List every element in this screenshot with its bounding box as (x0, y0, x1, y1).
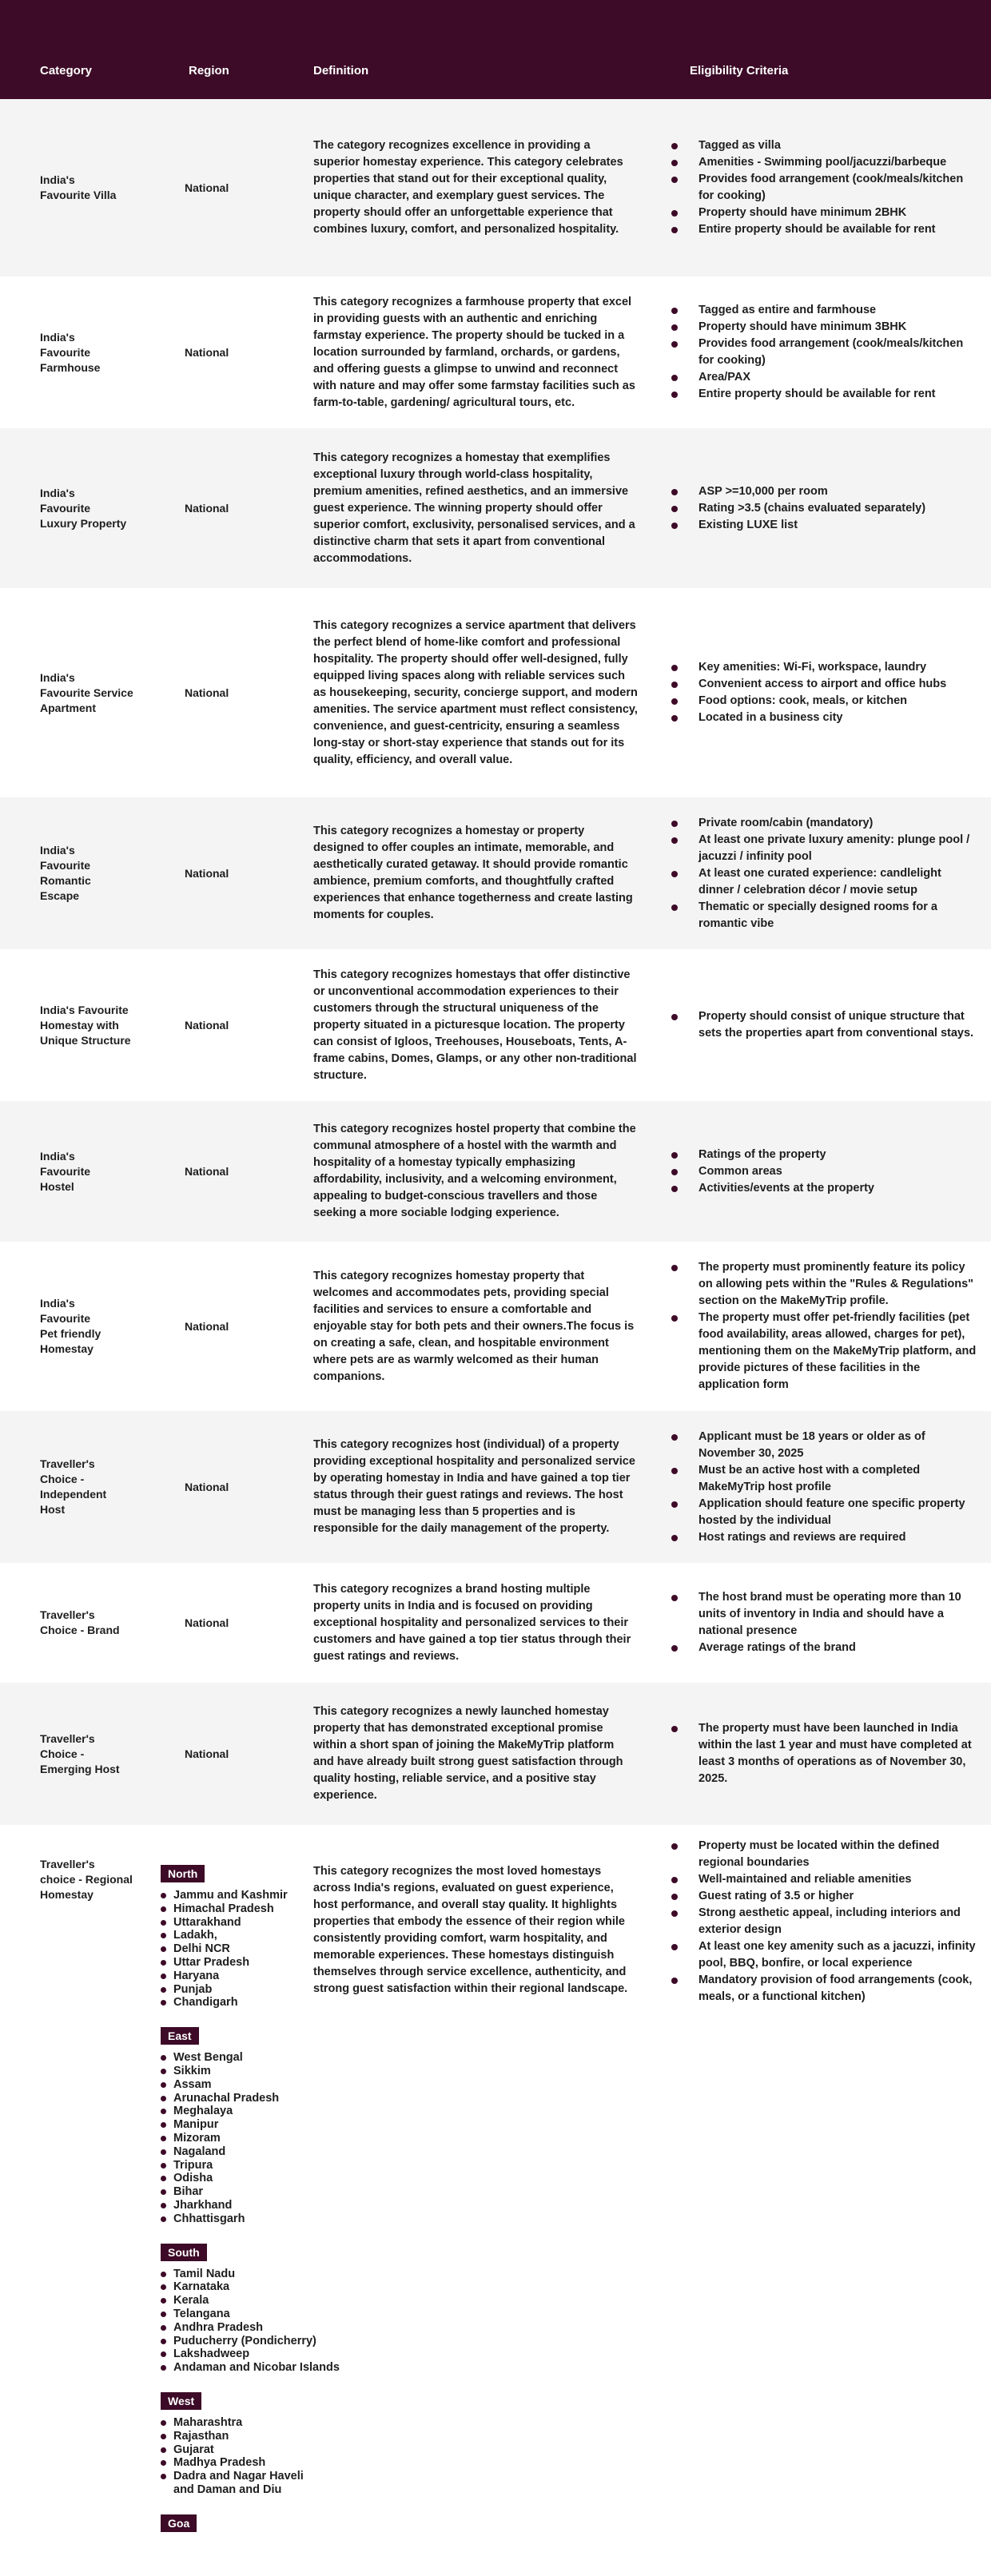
criteria-item: Must be an active host with a completed MakeMyTrip host profile (671, 1462, 980, 1496)
table-row (0, 276, 991, 428)
table-header (0, 0, 991, 99)
region-state: Uttar Pradesh (161, 1956, 340, 1970)
row-region: National (185, 1616, 229, 1629)
region-state: Gujarat (161, 2443, 340, 2457)
region-state: Delhi NCR (161, 1942, 340, 1956)
criteria-list (671, 302, 980, 403)
criteria-item: Provides food arrangement (cook/meals/kitchen for cooking) (671, 171, 980, 205)
region-state: Haryana (161, 1970, 340, 1983)
row-criteria (649, 815, 991, 932)
row-definition: This category recognizes hostel property that combine the communal atmosphere of a hostel with the warmth and hospitality of a homestay typically emphasizing affordability, inclusivity, and a welcoming environment, appealing to budget-conscious travellers and those seeking a more sociable lodging experience. (313, 1123, 636, 1219)
region-state: Maharashtra (161, 2416, 340, 2430)
criteria-list (671, 1429, 980, 1546)
region-badge: East (161, 2027, 199, 2045)
criteria-item: Common areas (671, 1163, 980, 1180)
criteria-item: Activities/events at the property (671, 1180, 980, 1197)
criteria-item: Mandatory provision of food arrangements (cook, meals, or a functional kitchen) (671, 1972, 980, 2006)
row-category: India's Favourite Homestay with Unique Structure (40, 1003, 131, 1047)
table-body (0, 99, 991, 1825)
region-state: Kerala (161, 2294, 340, 2308)
row-category: Traveller's Choice - Independent Host (40, 1457, 107, 1516)
row-category: Traveller's choice - Regional Homestay (40, 1858, 133, 1901)
row-criteria (649, 1147, 991, 1197)
row-region: National (185, 346, 229, 359)
criteria-item: Convenient access to airport and office hubs (671, 676, 980, 693)
criteria-list (671, 1589, 980, 1656)
region-state: Chandigarh (161, 1996, 340, 2010)
row-region: National (185, 502, 229, 515)
criteria-item: Property should have minimum 3BHK (671, 319, 980, 336)
region-state: West Bengal (161, 2051, 340, 2065)
criteria-item: Host ratings and reviews are required (671, 1529, 980, 1546)
region-state: Manipur (161, 2118, 340, 2132)
criteria-list (671, 1147, 980, 1197)
row-criteria (649, 1008, 991, 1042)
criteria-item: Property must be located within the defined regional boundaries (671, 1838, 980, 1871)
criteria-item: Provides food arrangement (cook/meals/kitchen for cooking) (671, 336, 980, 369)
row-category: India's Favourite Hostel (40, 1149, 91, 1193)
criteria-item: Property should consist of unique structure that sets the properties apart from conventional stays. (671, 1008, 980, 1042)
criteria-item: Key amenities: Wi-Fi, workspace, laundry (671, 659, 980, 676)
row-category: Traveller's Choice - Brand (40, 1608, 120, 1636)
region-state: Assam (161, 2078, 340, 2092)
row-definition: This category recognizes homestay property that welcomes and accommodates pets, providing special facilities and services to ensure a comfortable and enjoyable stay for both pets and their owners.The focus is on creating a safe, clean, and hospitable environment where pets are as warmly welcomed as their human companions. (313, 1269, 635, 1383)
row-category: India's Favourite Villa (40, 173, 117, 201)
criteria-item: Applicant must be 18 years or older as of November 30, 2025 (671, 1429, 980, 1462)
region-state-list (161, 1889, 340, 2010)
row-region: National (185, 1481, 229, 1493)
row-category: India's Favourite Luxury Property (40, 486, 127, 530)
region-state: Dadra and Nagar Haveli and Daman and Diu (161, 2470, 340, 2497)
criteria-item: Property should have minimum 2BHK (671, 205, 980, 221)
region-state-list (161, 2051, 340, 2225)
header-eligibility: Eligibility Criteria (690, 64, 789, 78)
criteria-item: The property must prominently feature its policy on allowing pets within the "Rules & Regulations" section on the MakeMyTrip profile. (671, 1259, 980, 1310)
table-row-regional (0, 1825, 991, 2572)
criteria-item: Well-maintained and reliable amenities (671, 1871, 980, 1888)
row-criteria (649, 1259, 991, 1393)
criteria-item: At least one curated experience: candlelight dinner / celebration décor / movie setup (671, 865, 980, 899)
table-row (0, 1101, 991, 1242)
row-definition: This category recognizes host (individual) of a property providing exceptional hospitality and personalized service by operating homestay in India and have gained a top tier status through their guest ratings and reviews. The host must be managing less than 5 properties and is responsible for the daily management of the property. (313, 1438, 635, 1535)
row-region: National (185, 1320, 229, 1333)
region-state: Tripura (161, 2159, 340, 2173)
region-state: Odisha (161, 2172, 340, 2185)
criteria-item: ASP >=10,000 per room (671, 483, 980, 500)
region-state: Sikkim (161, 2065, 340, 2078)
region-state: Uttarakhand (161, 1916, 340, 1930)
table-row (0, 1411, 991, 1563)
header-definition: Definition (313, 64, 369, 78)
region-badge: South (161, 2244, 207, 2261)
region-state: Ladakh, (161, 1929, 340, 1942)
region-badge: Goa (161, 2514, 197, 2532)
row-definition: This category recognizes a brand hosting multiple property units in India and is focused on providing exceptional hospitality and personalized services to their customers and have gained a top tier status through their guest ratings and reviews. (313, 1582, 631, 1663)
criteria-item: Entire property should be available for rent (671, 386, 980, 403)
region-group (161, 1865, 340, 2010)
criteria-item: Average ratings of the brand (671, 1640, 980, 1656)
row-category: India's Favourite Farmhouse (40, 330, 101, 374)
row-definition: The category recognizes excellence in providing a superior homestay experience. This category celebrates properties that stand out for their exceptional quality, unique character, and exemplary guest services. The property should offer an unforgettable experience that combines luxury, comfort, and personalized hospitality. (313, 139, 623, 236)
region-state: Meghalaya (161, 2105, 340, 2118)
region-badge: West (161, 2392, 201, 2410)
criteria-item: Thematic or specially designed rooms for a romantic vibe (671, 899, 980, 932)
row-region: National (185, 1747, 229, 1760)
region-state: Rajasthan (161, 2430, 340, 2443)
criteria-item: Amenities - Swimming pool/jacuzzi/barbeque (671, 154, 980, 171)
region-state: Nagaland (161, 2145, 340, 2159)
criteria-item: The host brand must be operating more than 10 units of inventory in India and should have a national presence (671, 1589, 980, 1640)
criteria-list (671, 1259, 980, 1393)
criteria-item: Guest rating of 3.5 or higher (671, 1888, 980, 1905)
region-state: Jammu and Kashmir (161, 1889, 340, 1902)
criteria-list (671, 1838, 980, 2006)
region-group (161, 2392, 340, 2497)
row-category: India's Favourite Service Apartment (40, 670, 133, 714)
table-row (0, 99, 991, 276)
criteria-item: Ratings of the property (671, 1147, 980, 1163)
row-definition: This category recognizes a farmhouse property that excel in providing guests with an authentic and enriching farmstay experience. The property should be tucked in a location surrounded by farmland, orchards, or gardens, and offering guests a glimpse to unwind and reconnect with nature and may offer some farmstay facilities such as farm-to-table, gardening/ agricultural tours, etc. (313, 295, 635, 409)
criteria-item: Tagged as villa (671, 137, 980, 154)
row-definition: This category recognizes a homestay that exemplifies exceptional luxury through world-class hospitality, premium amenities, refined aesthetics, and an immersive guest experience. The winning property should offer superior comfort, exclusivity, personalised services, and a distinctive charm that sets it apart from conventional accommodations. (313, 451, 635, 565)
criteria-list (671, 1720, 980, 1787)
region-groups (161, 1865, 340, 2550)
row-criteria (649, 483, 991, 534)
row-category: India's Favourite Pet friendly Homestay (40, 1297, 101, 1355)
row-criteria (649, 1720, 991, 1787)
table-row (0, 1563, 991, 1683)
row-criteria (649, 1589, 991, 1656)
region-state: Telangana (161, 2308, 340, 2321)
region-state: Mizoram (161, 2132, 340, 2145)
criteria-item: Application should feature one specific property hosted by the individual (671, 1496, 980, 1529)
row-criteria (649, 659, 991, 726)
row-definition: This category recognizes a homestay or property designed to offer couples an intimate, memorable, and aesthetically curated getaway. It should provide romantic ambience, premium comforts, and thoughtfully crafted experiences that enhance togetherness and create lasting moments for couples. (313, 825, 633, 921)
row-definition: This category recognizes homestays that offer distinctive or unconventional accommodation experiences to their customers through the structural uniqueness of the property situated in a picturesque location. The property can consist of Igloos, Treehouses, Houseboats, Tents, A-frame cabins, Domes, Glamps, or any other non-traditional structure. (313, 968, 637, 1082)
criteria-list (671, 659, 980, 726)
criteria-item: Strong aesthetic appeal, including interiors and exterior design (671, 1905, 980, 1938)
region-state: Arunachal Pradesh (161, 2092, 340, 2105)
criteria-item: At least one private luxury amenity: plunge pool / jacuzzi / infinity pool (671, 832, 980, 865)
criteria-item: Entire property should be available for rent (671, 221, 980, 238)
region-state-list (161, 2416, 340, 2497)
row-criteria (649, 1429, 991, 1546)
criteria-item: Private room/cabin (mandatory) (671, 815, 980, 832)
region-state: Madhya Pradesh (161, 2456, 340, 2470)
row-definition: This category recognizes the most loved homestays across India's regions, evaluated on guest experience, host performance, and overall stay quality. It highlights properties that embody the essence of their region while consistently providing comfort, warm hospitality, and memorable experiences. These homestays distinguish themselves through service excellence, authenticity, and strong guest satisfaction within their regional landscape. (313, 1865, 628, 1995)
row-criteria (649, 1838, 991, 2006)
criteria-item: Food options: cook, meals, or kitchen (671, 693, 980, 710)
region-state-list (161, 2268, 340, 2375)
criteria-list (671, 483, 980, 534)
region-state: Jharkhand (161, 2199, 340, 2212)
row-region: National (185, 181, 229, 194)
region-state: Puducherry (Pondicherry) (161, 2335, 340, 2348)
row-definition: This category recognizes a newly launched homestay property that has demonstrated exceptional promise within a short span of joining the MakeMyTrip platform and have already built strong guest satisfaction through quality hosting, reliable service, and a positive stay experience. (313, 1705, 623, 1802)
row-region: National (185, 867, 229, 880)
row-criteria (649, 302, 991, 403)
region-state: Chhattisgarh (161, 2212, 340, 2226)
header-region: Region (189, 64, 229, 78)
row-region: National (185, 1165, 229, 1178)
row-region: National (185, 1019, 229, 1032)
header-category: Category (40, 64, 93, 78)
table-row (0, 1683, 991, 1825)
row-category: India's Favourite Romantic Escape (40, 844, 91, 902)
criteria-item: At least one key amenity such as a jacuzzi, infinity pool, BBQ, bonfire, or local experience (671, 1938, 980, 1972)
criteria-item: The property must have been launched in India within the last 1 year and must have completed at least 3 months of operations as of November 30, 2025. (671, 1720, 980, 1787)
region-group (161, 2514, 340, 2532)
criteria-item: Rating >3.5 (chains evaluated separately) (671, 500, 980, 517)
criteria-item: Area/PAX (671, 369, 980, 386)
region-state: Himachal Pradesh (161, 1902, 340, 1916)
region-state: Karnataka (161, 2280, 340, 2294)
region-group (161, 2244, 340, 2375)
table-row (0, 949, 991, 1101)
table-row (0, 428, 991, 588)
criteria-item: The property must offer pet-friendly facilities (pet food availability, areas allowed, charges for pet), mentioning them on the MakeMyTrip platform, and provide pictures of these facilities in the application form (671, 1310, 980, 1393)
region-state: Bihar (161, 2185, 340, 2199)
criteria-list (671, 137, 980, 238)
criteria-item: Existing LUXE list (671, 517, 980, 534)
row-category: Traveller's Choice - Emerging Host (40, 1731, 120, 1775)
region-state: Lakshadweep (161, 2347, 340, 2361)
table-row (0, 797, 991, 949)
table-row (0, 588, 991, 797)
row-criteria (649, 137, 991, 238)
criteria-item: Tagged as entire and farmhouse (671, 302, 980, 319)
region-state: Andhra Pradesh (161, 2321, 340, 2335)
region-state: Tamil Nadu (161, 2268, 340, 2281)
criteria-list (671, 1008, 980, 1042)
row-definition: This category recognizes a service apartment that delivers the perfect blend of home-like comfort and professional hospitality. The property should offer well-designed, fully equipped living spaces along with reliable services such as housekeeping, security, concierge support, and modern amenities. The service apartment must reflect consistency, convenience, and guest-centricity, ensuring a seamless long-stay or short-stay experience that stands out for its quality, efficiency, and overall value. (313, 618, 638, 766)
criteria-item: Located in a business city (671, 710, 980, 726)
region-group (161, 2027, 340, 2225)
region-badge: North (161, 1865, 205, 1882)
criteria-list (671, 815, 980, 932)
region-state: Punjab (161, 1983, 340, 1997)
region-state: Andaman and Nicobar Islands (161, 2361, 340, 2375)
row-region: National (185, 686, 229, 699)
table-row (0, 1242, 991, 1411)
